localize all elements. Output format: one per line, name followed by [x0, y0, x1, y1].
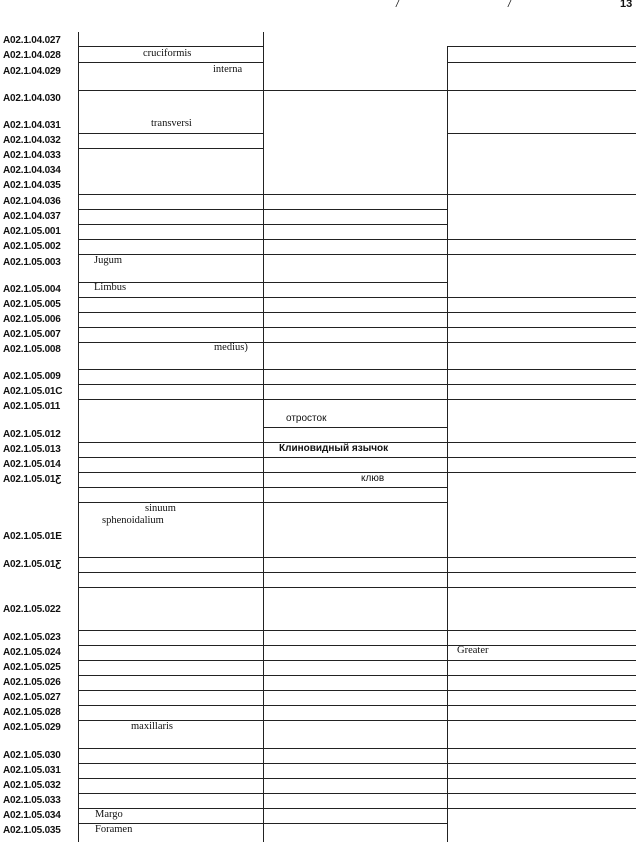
header-slash-2: / — [508, 0, 511, 10]
term-code: A02.1.04.032 — [3, 135, 61, 146]
term-code: A02.1.05.012 — [3, 429, 61, 440]
term-code: A02.1.05.01E — [3, 531, 62, 542]
term-code: A02.1.05.027 — [3, 692, 61, 703]
term-code: A02.1.05.032 — [3, 780, 61, 791]
term-code: A02.1.04.030 — [3, 93, 61, 104]
latin-term-maxillaris: maxillaris — [131, 721, 173, 732]
term-code: A02.1.05.01C — [3, 386, 63, 397]
term-code: A02.1.05.033 — [3, 795, 61, 806]
latin-term-sphenoidalium: sphenoidalium — [102, 515, 164, 526]
term-code: A02.1.05.004 — [3, 284, 61, 295]
russian-term-yazychok: Клиновидный язычок — [279, 443, 389, 454]
term-code: A02.1.05.023 — [3, 632, 61, 643]
term-code: A02.1.04.029 — [3, 66, 61, 77]
latin-term-jugum: Jugum — [94, 255, 123, 266]
term-code: A02.1.05.01Ƹ — [3, 559, 62, 570]
term-code: A02.1.05.030 — [3, 750, 61, 761]
term-code: A02.1.04.037 — [3, 211, 61, 222]
term-code: A02.1.05.011 — [3, 401, 61, 412]
term-code: A02.1.05.001 — [3, 226, 61, 237]
russian-term-klyuv: клюв — [361, 473, 385, 484]
latin-term-cruciformis: cruciformis — [143, 48, 192, 59]
term-code: A02.1.05.01Ƹ — [3, 474, 62, 485]
term-code: A02.1.05.009 — [3, 371, 61, 382]
term-code: A02.1.05.029 — [3, 722, 61, 733]
header-slash-1: / — [396, 0, 399, 10]
term-code: A02.1.05.031 — [3, 765, 61, 776]
term-code: A02.1.04.028 — [3, 50, 61, 61]
term-code: A02.1.04.035 — [3, 180, 61, 191]
latin-term-margo: Margo — [95, 809, 123, 820]
latin-term-sinuum: sinuum — [145, 503, 176, 514]
term-code: A02.1.05.006 — [3, 314, 61, 325]
column-divider-3 — [447, 46, 448, 842]
latin-term-foramen: Foramen — [95, 824, 133, 835]
term-code: A02.1.04.034 — [3, 165, 61, 176]
term-code: A02.1.05.013 — [3, 444, 61, 455]
term-code: A02.1.05.026 — [3, 677, 61, 688]
term-code: A02.1.05.014 — [3, 459, 61, 470]
english-term-greater: Greater — [457, 645, 489, 656]
term-code: A02.1.05.022 — [3, 604, 61, 615]
term-code: A02.1.04.031 — [3, 120, 61, 131]
term-code: A02.1.05.007 — [3, 329, 61, 340]
term-code: A02.1.05.035 — [3, 825, 61, 836]
page-number: 13 — [620, 0, 633, 10]
term-code: A02.1.05.025 — [3, 662, 61, 673]
term-code: A02.1.05.024 — [3, 647, 61, 658]
term-code: A02.1.05.003 — [3, 257, 61, 268]
term-code: A02.1.05.008 — [3, 344, 61, 355]
term-code: A02.1.04.033 — [3, 150, 61, 161]
term-code: A02.1.05.005 — [3, 299, 61, 310]
term-code: A02.1.04.027 — [3, 35, 61, 46]
term-code: A02.1.04.036 — [3, 196, 61, 207]
latin-term-limbus: Limbus — [94, 282, 127, 293]
term-code: A02.1.05.028 — [3, 707, 61, 718]
latin-term-transversi: transversi — [151, 118, 192, 129]
russian-term-otrostok: отросток — [286, 413, 327, 424]
term-code: A02.1.05.002 — [3, 241, 61, 252]
term-code: A02.1.05.034 — [3, 810, 61, 821]
latin-term-medius: medius) — [214, 342, 248, 353]
latin-term-interna: interna — [213, 64, 243, 75]
